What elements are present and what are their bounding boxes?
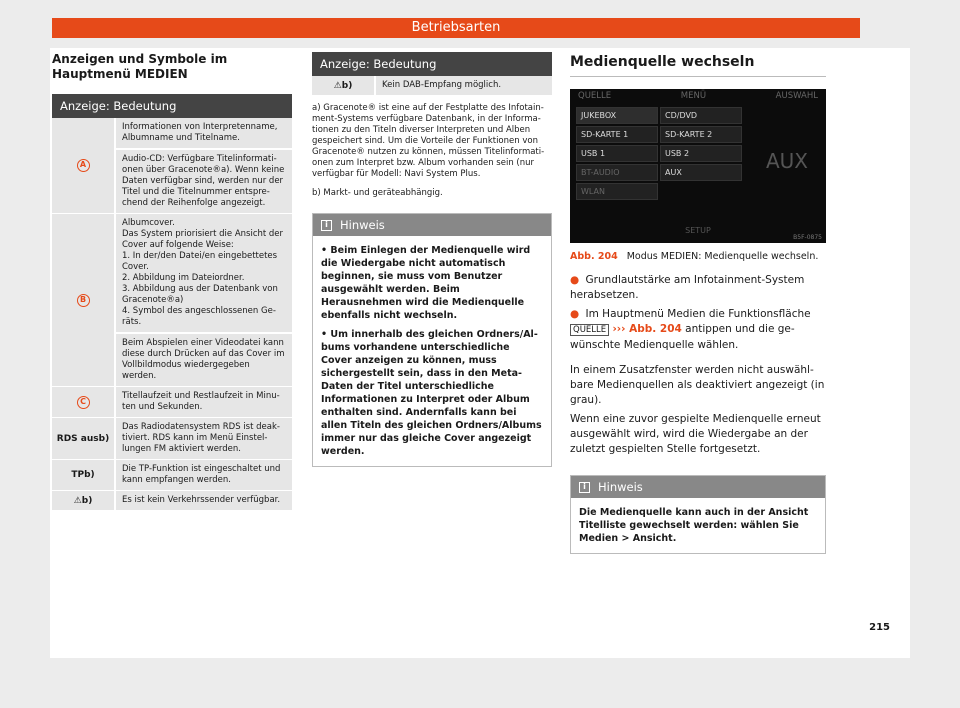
bullet-icon: ● (570, 308, 580, 320)
hint-title: Hinweis (340, 218, 385, 232)
bullet-icon: ● (570, 274, 580, 286)
row-label (52, 118, 116, 213)
row-label (52, 214, 116, 386)
source-cd-dvd: CD/DVD (660, 107, 742, 124)
paragraph: Wenn eine zuvor gespielte Medienquelle erneut ausgewählt wird, wird die Wiedergabe an der zuletzt gespielten Stelle fortgesetzt. (570, 413, 821, 455)
hint-item: • Um innerhalb des gleichen Ordners/Albums vorhandene unterschiedliche Cover anzeigen zu können, muss sichergestellt sein, dass in den Meta-Daten der Titel unterschiedliche Informationen zu Interpret oder Album enthalten sind. Andernfalls kann bei allen Titeln des gleichen Ordners/Albums immer nur das gleiche Cover angezeigt werden. (321, 329, 542, 457)
row-label (52, 387, 116, 417)
source-bt-audio: BT-AUDIO (576, 164, 658, 181)
screen-tabs (570, 89, 826, 103)
hint-box-right (570, 475, 826, 554)
row-text: Informationen von Interpretenname, Albumname und Titelname. (122, 122, 278, 143)
label-a-badge: A (77, 159, 90, 172)
section-title: Medienquelle wechseln (570, 52, 826, 77)
hint-body (313, 236, 551, 466)
caption-label: Abb. 204 (570, 251, 618, 262)
step-text-end: antippen und die gewünschte Medienquelle wählen. (570, 323, 795, 351)
section-heading: Anzeigen und Symbole im Hauptmenü MEDIEN (52, 52, 228, 81)
tab-auswahl: AUSWAHL (775, 91, 818, 101)
hint-body: Die Medienquelle kann auch in der Ansicht Titelliste gewechselt werden: wählen Sie Medien > Ansicht. (579, 507, 809, 544)
source-usb1: USB 1 (576, 145, 658, 162)
source-sd1: SD-KARTE 1 (576, 126, 658, 143)
caption-text: Modus MEDIEN: Medienquelle wechseln. (626, 251, 819, 262)
info-icon: i (579, 482, 590, 493)
page-number: 215 (869, 622, 890, 633)
hint-header (313, 214, 551, 236)
table-row (52, 460, 292, 491)
figure-caption (570, 251, 826, 263)
label-b-badge: B (77, 294, 90, 307)
table-row (52, 418, 292, 460)
table-header: Anzeige: Bedeutung (312, 52, 552, 76)
row-text: Das Radiodatensystem RDS ist deaktiviert. RDS kann im Menü Einstellungen FM aktiviert werden. (122, 422, 280, 454)
setup-label: SETUP (685, 226, 711, 235)
row-text: Die TP-Funktion ist eingeschaltet und kann empfangen werden. (122, 464, 281, 485)
table-row (52, 214, 292, 387)
symbol-table (52, 118, 292, 510)
infotainment-screenshot (570, 89, 826, 243)
row-text: Albumcover. Das System priorisiert die Ansicht der Cover auf folgende Weise: 1. In der/den Datei/en eingebettetes Cover. 2. Abbildung im Dateiordner. 3. Abbildung aus der Datenbank von Gracenote®a) 4. Symbol des angeschlossenen Geräts. (122, 218, 284, 327)
no-dab-icon: ⚠b) (312, 76, 376, 95)
paragraph: In einem Zusatzfenster werden nicht auswählbare Medienquellen als deaktiviert angezeigt (in grau). (570, 364, 825, 406)
source-wlan: WLAN (576, 183, 658, 200)
tab-quelle: QUELLE (578, 91, 612, 101)
row-text: Kein DAB-Empfang möglich. (382, 80, 502, 90)
row-label: RDS ausb) (52, 418, 116, 459)
figure-ref: ››› Abb. 204 (612, 323, 682, 335)
chapter-header: Betriebsarten (52, 18, 860, 38)
hint-item: • Beim Einlegen der Medienquelle wird die Wiedergabe nicht automatisch beginnen, sie muss vom Benutzer ausgewählt werden. Beim Herausnehmen wird die Medienquelle ebenfalls nicht wechseln. (321, 245, 531, 321)
row-text: Es ist kein Verkehrssender verfügbar. (122, 495, 281, 505)
source-jukebox: JUKEBOX (576, 107, 658, 124)
quelle-key: QUELLE (570, 324, 609, 336)
row-label: TPb) (52, 460, 116, 490)
left-column (52, 52, 292, 510)
source-grid (576, 107, 742, 200)
row-text: Audio-CD: Verfügbare Titelinformationen über Gracenote®a). Wenn keine Daten verfügbar sind, werden nur der Titel und die Titelnummer entsprechend der Reihenfolge angezeigt. (116, 148, 292, 213)
table-header: Anzeige: Bedeutung (52, 94, 292, 118)
row-text: Beim Abspielen einer Videodatei kann diese durch Drücken auf das Cover im Vollbildmodus wiedergegeben werden. (116, 332, 292, 386)
table-row (52, 118, 292, 214)
right-column (570, 52, 826, 554)
table-row (52, 387, 292, 418)
row-text: Titellaufzeit und Restlaufzeit in Minuten und Sekunden. (122, 391, 280, 412)
source-aux: AUX (660, 164, 742, 181)
step-text: Grundlautstärke am Infotainment-System herabsetzen. (570, 274, 805, 301)
step-text: Im Hauptmenü Medien die Funktionsfläche (585, 308, 811, 320)
source-usb2: USB 2 (660, 145, 742, 162)
symbol-table-cont (312, 76, 552, 95)
table-row (312, 76, 552, 95)
footnote-b: b) Markt- und geräteabhängig. (312, 188, 443, 198)
footnote-a: a) Gracenote® ist eine auf der Festplatte des Infotainment-Systems verfügbare Datenbank, in der Informationen zu den Titeln diverser Interpreten und Alben gespeichert sind. Um die Vorteile der Funktionen von Gracenote® nutzen zu können, müssen Titelinformationen zum Interpret bzw. Album vorhanden sein (nur verfügbar für Modell: Navi System Plus. (312, 103, 545, 179)
label-c-badge: C (77, 396, 90, 409)
table-row (52, 491, 292, 510)
no-traffic-icon: ⚠b) (52, 491, 116, 510)
hint-title: Hinweis (598, 480, 643, 494)
info-icon: i (321, 220, 332, 231)
bullet-step (570, 307, 826, 353)
figure-code: B5F-0875 (793, 234, 822, 241)
middle-column (312, 52, 552, 467)
bullet-step (570, 273, 826, 303)
hint-box (312, 213, 552, 467)
hint-header (571, 476, 825, 498)
tab-menu: MENÜ (680, 91, 707, 101)
current-source-label: AUX (765, 149, 808, 173)
source-sd2: SD-KARTE 2 (660, 126, 742, 143)
